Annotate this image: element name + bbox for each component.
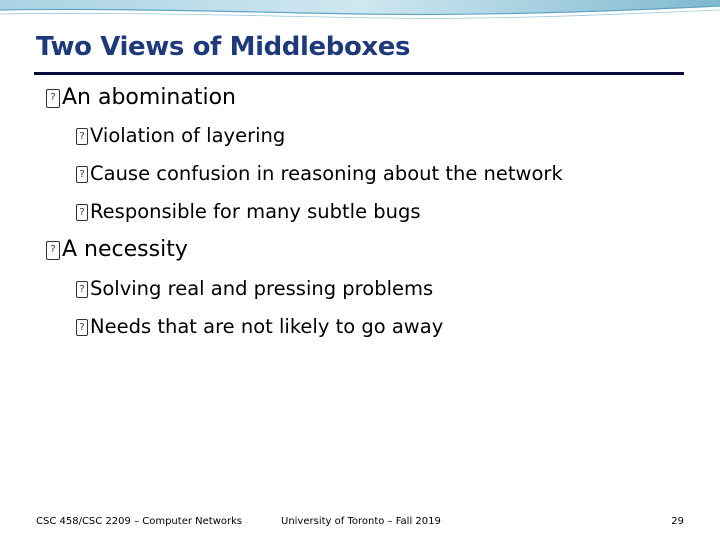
bullet-text: Cause confusion in reasoning about the network [90, 162, 563, 185]
bullet-text: Responsible for many subtle bugs [90, 200, 421, 223]
footer-course: CSC 458/CSC 2209 – Computer Networks [36, 516, 243, 527]
footer-page-number: 29 [671, 516, 684, 527]
bullet-text: A necessity [62, 237, 188, 262]
bullet-item [46, 85, 236, 110]
bullet-text: Violation of layering [90, 124, 286, 147]
sub-bullet-item [76, 162, 563, 185]
footer-university: University of Toronto – Fall 2019 [281, 516, 441, 527]
sub-bullet-item [76, 124, 285, 147]
bullet-text: Solving real and pressing problems [90, 277, 434, 300]
bullet-marker-icon [76, 128, 88, 145]
sub-bullet-item [76, 200, 421, 223]
bullet-marker-icon [76, 281, 88, 298]
sub-bullet-item [76, 277, 433, 300]
bullet-item [46, 237, 188, 262]
slide-title: Two Views of Middleboxes [36, 32, 411, 62]
sub-bullet-item [76, 315, 443, 338]
bullet-marker-icon [46, 89, 60, 108]
bullet-marker-icon [46, 241, 60, 260]
bullet-marker-icon [76, 204, 88, 221]
bullet-marker-icon [76, 319, 88, 336]
bullet-text: An abomination [62, 85, 237, 110]
bullet-marker-icon [76, 166, 88, 183]
bullet-text: Needs that are not likely to go away [90, 315, 444, 338]
